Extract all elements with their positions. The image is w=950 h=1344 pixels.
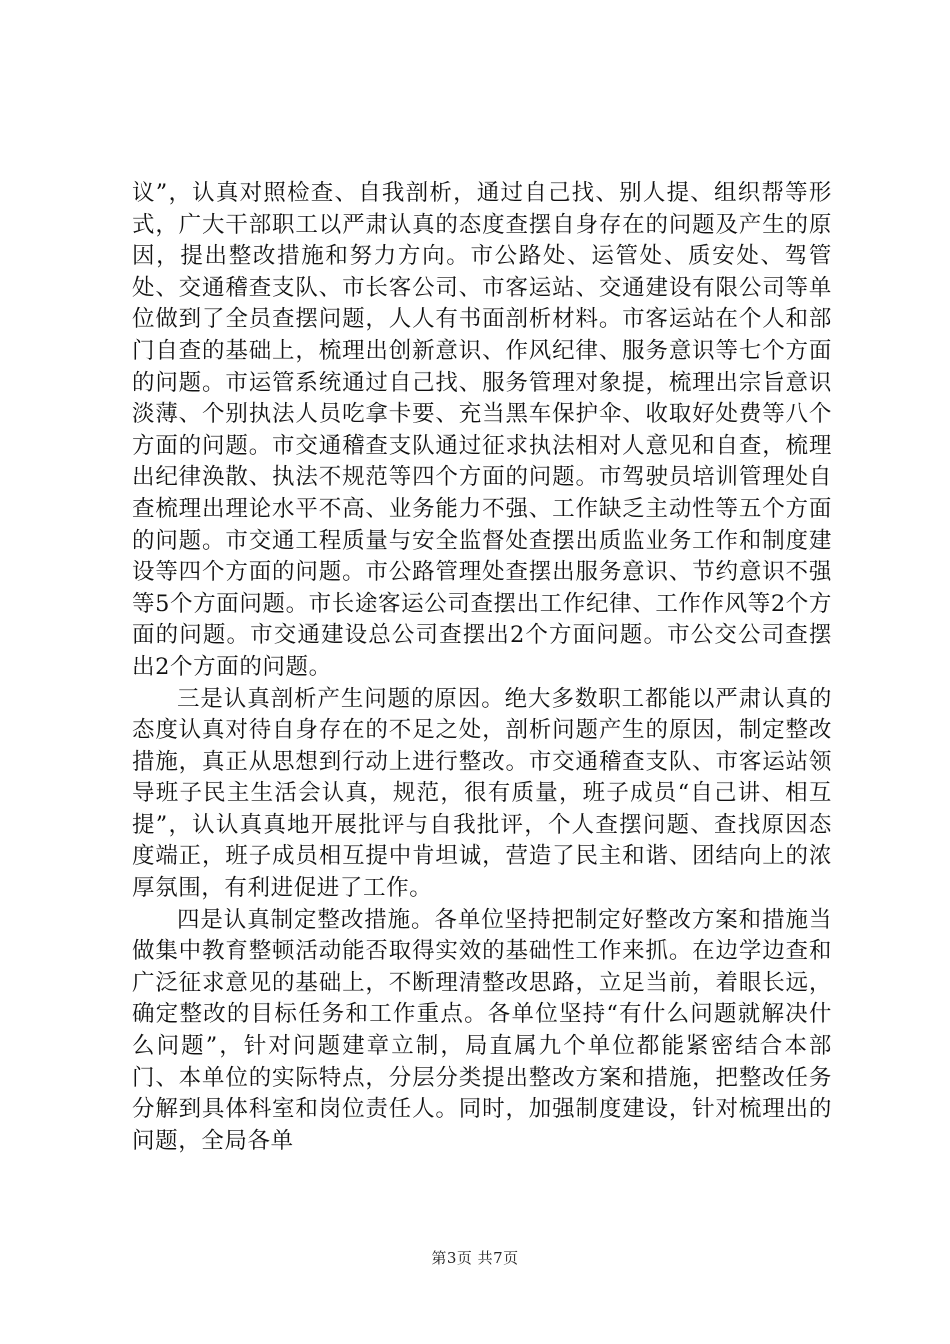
paragraph-continuation: 议”，认真对照检查、自我剖析，通过自己找、别人提、组织帮等形式，广大干部职工以严肃认真的态度查摆自身存在的问题及产生的原因，提出整改措施和努力方向。市公路处、运管处、质安处、驾管处、交通稽查支队、市长客公司、市客运站、交通建设有限公司等单位做到了全员查摆问题，人人有书面剖析材料。市客运站在个人和部门自查的基础上，梳理出创新意识、作风纪律、服务意识等七个方面的问题。市运管系统通过自己找、服务管理对象提，梳理出宗旨意识淡薄、个别执法人员吃拿卡要、充当黑车保护伞、收取好处费等八个方面的问题。市交通稽查支队通过征求执法相对人意见和自查，梳理出纪律涣散、执法不规范等四个方面的问题。市驾驶员培训管理处自查梳理出理论水平不高、业务能力不强、工作缺乏主动性等五个方面的问题。市交通工程质量与安全监督处查摆出质监业务工作和制度建设等四个方面的问题。市公路管理处查摆出服务意识、节约意识不强等5个方面问题。市长途客运公司查摆出工作纪律、工作作风等2个方面的问题。市交通建设总公司查摆出2个方面问题。市公交公司查摆出2个方面的问题。 xyxy=(132,180,832,680)
paragraph-point-four: 四是认真制定整改措施。各单位坚持把制定好整改方案和措施当做集中教育整顿活动能否取得实效的基础性工作来抓。在边学边查和广泛征求意见的基础上，不断理清整改思路，立足当前，着眼长远，确定整改的目标任务和工作重点。各单位坚持“有什么问题就解决什么问题”，针对问题建章立制，局直属九个单位都能紧密结合本部门、本单位的实际特点，分层分类提出整改方案和措施，把整改任务分解到具体科室和岗位责任人。同时，加强制度建设，针对梳理出的问题，全局各单 xyxy=(132,906,832,1154)
page-number-footer: 第3页 共7页 xyxy=(431,1249,519,1267)
document-body xyxy=(132,178,832,1157)
paragraph-point-three: 三是认真剖析产生问题的原因。绝大多数职工都能以严肃认真的态度认真对待自身存在的不足之处，剖析问题产生的原因，制定整改措施，真正从思想到行动上进行整改。市交通稽查支队、市客运站领导班子民主生活会认真，规范，很有质量，班子成员“自己讲、相互提”，认认真真地开展批评与自我批评，个人查摆问题、查找原因态度端正，班子成员相互提中肯坦诚，营造了民主和谐、团结向上的浓厚氛围，有利进促进了工作。 xyxy=(132,685,832,902)
